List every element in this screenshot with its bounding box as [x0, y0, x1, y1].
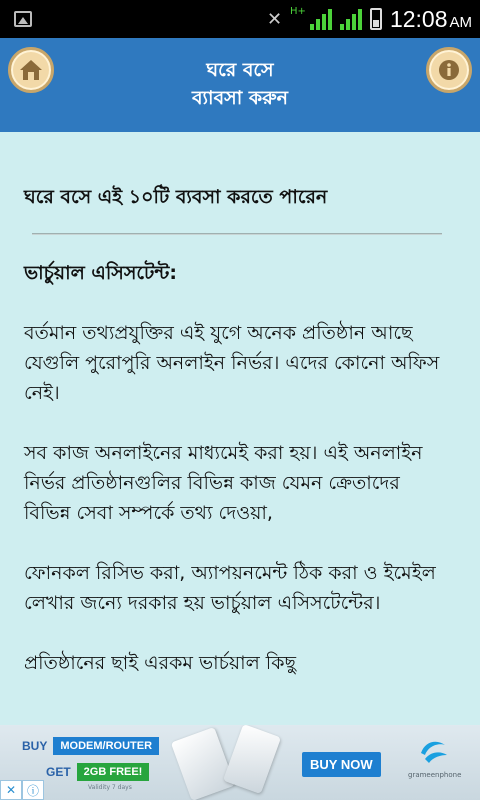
ad-buy-row: BUY MODEM/ROUTER: [22, 737, 159, 755]
status-bar: [0, 0, 480, 38]
paragraph: বর্তমান তথ্যপ্রযুক্তির এই যুগে অনেক প্রতিষ্ঠান আছে যেগুলি পুরোপুরি অনলাইন নির্ভর। এদের কোনো অফিস নেই।: [24, 322, 440, 404]
paragraph: সব কাজ অনলাইনের মাধ্যমেই করা হয়। এই অনলাইন নির্ভর প্রতিষ্ঠানগুলির বিভিন্ন কাজ যেমন ক্রেতাদের বিভিন্ন সেবা সম্পর্কে তথ্য দেওয়া,: [24, 442, 423, 524]
ad-get-row: GET 2GB FREE!: [46, 763, 149, 781]
adchoices-info-icon[interactable]: ⓘ: [22, 780, 44, 800]
clock: 12:08 AM: [389, 5, 472, 32]
info-button[interactable]: [426, 47, 472, 93]
page-title: ঘরে বসে ব্যাবসা করুন: [191, 59, 289, 109]
ad-offer-tag: 2GB FREE!: [77, 763, 150, 781]
battery-icon: [370, 8, 382, 30]
home-icon: [19, 59, 43, 81]
gallery-notification-icon: [14, 11, 32, 27]
router-image: [223, 725, 281, 794]
article-heading: ঘরে বসে এই ১০টি ব্যবসা করতে পারেন: [24, 186, 328, 208]
paragraph: প্রতিষ্ঠানের ছাই এরকম ভার্চয়াল কিছু: [24, 652, 297, 674]
telenor-logo-icon: [415, 735, 451, 765]
modem-image: [171, 727, 235, 800]
ad-buy-now-button[interactable]: BUY NOW: [302, 752, 381, 777]
signal-icon: [310, 8, 332, 30]
ad-fineprint: Validity 7 days: [88, 784, 132, 791]
signal-icon-2: [340, 8, 362, 30]
ad-product-tag: MODEM/ROUTER: [53, 737, 159, 755]
info-icon: [438, 59, 460, 81]
app-header: [0, 38, 480, 132]
mute-icon: ✕: [266, 8, 283, 30]
network-type: H+: [290, 5, 306, 17]
article-content[interactable]: [0, 132, 480, 725]
ad-choices[interactable]: [0, 780, 44, 800]
grameenphone-logo: grameenphone: [408, 735, 458, 779]
status-icons: [267, 0, 472, 38]
close-icon[interactable]: ✕: [0, 780, 22, 800]
paragraph: ফোনকল রিসিভ করা, অ্যাপয়নমেন্ট ঠিক করা ও ইমেইল লেখার জন্যে দরকার হয় ভার্চুয়াল এসিসটেন্টের।: [24, 562, 436, 614]
home-button[interactable]: [8, 47, 54, 93]
divider: [32, 233, 442, 235]
ad-banner[interactable]: [0, 725, 480, 800]
section-heading: ভার্চুয়াল এসিসটেন্ট:: [24, 262, 177, 284]
